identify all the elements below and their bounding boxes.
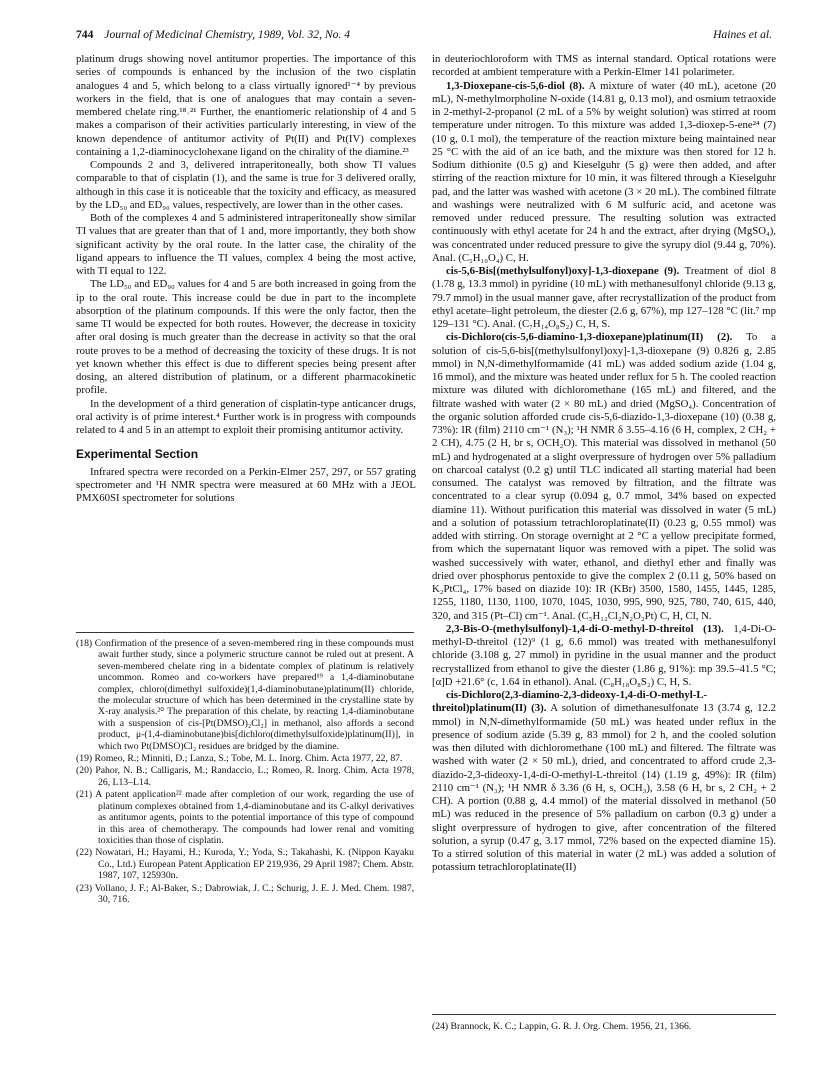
right-column <box>432 53 776 875</box>
page-number: 744 <box>76 28 94 41</box>
procedure-paragraph <box>432 80 776 266</box>
footnote: (24) Brannock, K. C.; Lappin, G. R. J. Org. Chem. 1956, 21, 1366. <box>432 1021 692 1032</box>
footnotes-left <box>76 638 414 906</box>
footnotes-right <box>432 1021 776 1033</box>
section-heading: Experimental Section <box>76 447 199 462</box>
procedure-paragraph <box>432 623 776 689</box>
compound-title: 1,3-Dioxepane-cis-5,6-diol (8). <box>446 79 585 92</box>
footnote: (19) Romeo, R.; Minniti, D.; Lanza, S.; Tobe, M. L. Inorg. Chim. Acta 1977, 22, 87. <box>76 753 403 765</box>
procedure-paragraph <box>432 265 776 331</box>
paragraph: The LD₅₀ and ED₉₀ values for 4 and 5 are both increased in going from the ip to the oral route. This increase could be due in part to the incomplete absorption of the platinum compounds. If this were the only factor, then the same TI would be expected for both routes. However, the decrease in toxicity after oral dosing is much greater than the decrease in activity so that the oral route proves to be a method of decreasing the toxicity of these drugs. It is not yet known whether this effect is due to different species being present after dosing, an altered distribution of platinum, or a different pharmacokinetic profile. <box>76 278 416 397</box>
compound-title: cis-Dichloro(2,3-diamino-2,3-dideoxy-1,4-di-O-methyl-L-threitol)platinum(II) (3). <box>432 689 708 715</box>
footnote: (20) Pahor, N. B.; Calligaris, M.; Randaccio, L.; Romeo, R. Inorg. Chim. Acta 1978, 26, L13–L14. <box>76 765 414 788</box>
procedure-text: A solution of dimethanesulfonate 13 (3.74 g, 12.2 mmol) in N,N-dimethylformamide (50 mL) was heated under reflux in the presence of sodium azide (5.39 g, 83 mmol) for 2 h, and the cooled solution was then diluted with dichloromethane (100 mL) and filtered. The filtrate was washed with water (2 × 50 mL), dried, and concentrated to afford crude 2,3-diazido-2,3-dideoxy-1,4-di-O-methyl-L-threitol (14) (1.19 g, 49%): IR (film) 2110 cm⁻¹ (N₃); ¹H NMR δ 3.36 (6 H, s, OCH₃), 3.58 (6 H, br s, 2 CH₂ + 2 CH). A portion (0.88 g, 4.4 mmol) of the material dissolved in methanol (50 mL) was reduced in the presence of 5% palladium on carbon (0.3 g) under a slight overpressure of hydrogen to give, after concentration of the filtered solution, a syrup (0.47 g, 3.17 mmol, 72% based on the expected diamine 15). To a stirred solution of this material in water (2 mL) was added a solution of potassium tetrachloroplatinate(II) <box>432 702 776 874</box>
footnote: (23) Vollano, J. F.; Al-Baker, S.; Dabrowiak, J. C.; Schurig, J. E. J. Med. Chem. 1987, 30, 716. <box>76 882 414 905</box>
compound-title: 2,3-Bis-O-(methylsulfonyl)-1,4-di-O-methyl-D-threitol (13). <box>446 622 724 635</box>
compound-title: cis-5,6-Bis[(methylsulfonyl)oxy]-1,3-dioxepane (9). <box>446 265 680 277</box>
paragraph: platinum drugs showing novel antitumor properties. The importance of this series of compounds is enhanced by the inclusion of the two cisplatin analogues 4 and 5, which belong to a class virtually ignored¹⁻⁴ by previous workers in the field, that is one of analogues that may contain a seven-membered chelate ring.¹⁸˒²¹ Further, the enantiomeric relationship of 4 and 5 makes a comparison of their activities particularly interesting, in view of the known dependence of antitumor activity of Pt(II) and Pt(IV) complexes containing a 1,2-diaminocyclohexane ligand on the chirality of the diamine.²³ <box>76 53 416 158</box>
procedure-paragraph <box>432 331 776 623</box>
compound-title: cis-Dichloro(cis-5,6-diamino-1,3-dioxepane)platinum(II) (2). <box>446 331 733 344</box>
journal-citation: Journal of Medicinal Chemistry, 1989, Vol. 32, No. 4 <box>104 28 351 41</box>
left-column <box>76 53 416 505</box>
paragraph: in deuteriochloroform with TMS as internal standard. Optical rotations were recorded at ambient temperature with a Perkin-Elmer 141 polarimeter. <box>432 53 776 79</box>
running-header <box>76 28 772 44</box>
paragraph: Compounds 2 and 3, delivered intraperitoneally, both show TI values comparable to that of cisplatin (1), and the same is true for 3 delivered orally, although in this case it is noticeable that the toxicity and efficacy, as measured by the LD₅₀ and ED₉₀ values, respectively, are lower than in the other cases. <box>76 159 416 211</box>
footnote: (21) A patent application²² made after completion of our work, regarding the use of platinum complexes obtained from 1,4-diaminobutane and its C-alkyl derivatives as antitumor agents, points to the potential importance of this type of compound in this area of chemotherapy. The compounds had lower renal and vomiting toxicities than those of cisplatin. <box>76 789 414 846</box>
paragraph: Both of the complexes 4 and 5 administered intraperitoneally show similar TI values that are greater than that of 1 and, more importantly, they both show significant activity by the oral route. In the latter case, the chirality of the ligand appears to influence the TI values, complex 4 being the most active, with TI equal to 122. <box>76 212 416 277</box>
running-authors: Haines et al. <box>713 28 772 41</box>
procedure-paragraph <box>432 689 776 875</box>
footnote-divider <box>76 632 414 633</box>
procedure-text: A mixture of water (40 mL), acetone (20 mL), N-methylmorpholine N-oxide (14.81 g, 0.13 mol), and osmium tetraoxide in 2-methyl-2-propanol (2 mL of a 5% by weight solution) was stirred at room temperature under nitrogen. To this mixture was added 1,3-dioxep-5-ene²⁴ (7) (10 g, 0.1 mol), the temperature of the reaction mixture being maintained near 25 °C with the aid of an ice bath, and the mixture was then stored for 12 h. Sodium dithionite (0.5 g) and Kieselguhr (5 g) were then added, and after stirring of the reaction mixture for 10 min, it was filtered through a Kieselguhr pad, and the latter was washed with acetone (3 × 20 mL). The combined filtrate and washings were neutralized with 6 M sulfuric acid, and acetone was removed under reduced pressure. The resulting solution was extracted continuously with ethyl acetate for 24 h and the extract, after drying (MgSO₄), was concentrated under reduced pressure to give the syrupy diol (9.44 g, 70%). Anal. (C₅H₁₀O₄) C, H. <box>432 79 776 264</box>
procedure-text: Treatment of diol 8 (1.78 g, 13.3 mmol) in pyridine (10 mL) with methanesulfonyl chloride (9.13 g, 79.7 mmol) in the usual manner gave, after recrystallization of the product from ethyl acetate–light petroleum, the diester (2.6 g, 67%), mp 127–128 °C (lit.⁷ mp 129–131 °C). Anal. (C₇H₁₄O₈S₂) C, H, S. <box>432 265 776 330</box>
paragraph: Infrared spectra were recorded on a Perkin-Elmer 257, 297, or 557 grating spectrometer and ¹H NMR spectra were measured at 60 MHz with a JEOL PMX60SI spectrometer for solutions <box>76 465 416 504</box>
procedure-text: 1,4-Di-O-methyl-D-threitol (12)⁹ (1 g, 6.6 mmol) was treated with methanesulfonyl chloride (3.108 g, 27 mmol) in pyridine in the usual manner and the product recrystallized from ethanol to give the diester (1.86 g, 91%): mp 39.5–41.5 °C; [α]D +21.6° (c, 1.64 in ethanol). Anal. (C₈H₁₈O₈S₂) C, H, S. <box>432 622 777 688</box>
footnote: (18) Confirmation of the presence of a seven-membered ring in these compounds must await further study, since a polymeric structure cannot be ruled out at present. A seven-membered chelate ring in a bidentate complex of platinum is relatively uncommon. Romeo and co-workers have prepared¹⁹ a 1,4-diaminobutane complex, chloro(dimethyl sulfoxide)(1,4-diaminobutane)platinum(II) chloride, the molecular structure of which has been determined in the crystalline state by X-ray analysis.²⁰ The preparation of this chelate, by reacting 1,4-diaminobutane with a suspension of cis-[Pt(DMSO)₂Cl₂] in methanol, also affords a second product, μ-(1,4-diaminobutane)bis[dichloro(dimethylsulfoxide)platinum(II)], in which two Pt(DMSO)Cl₂ residues are bridged by the diamine. <box>76 638 414 752</box>
paragraph: In the development of a third generation of cisplatin-type anticancer drugs, oral activity is of prime interest.⁴ Further work is in progress with compounds related to 4 and 5 in an attempt to exploit their promising antitumor activity. <box>76 397 416 436</box>
procedure-text: To a solution of cis-5,6-bis[(methylsulfonyl)oxy]-1,3-dioxepane (9) 0.826 g, 2.85 mmol) in N,N-dimethylformamide (41 mL) was added sodium azide (1.04 g, 16 mmol), and the mixture was heated under reflux for 5 h. The cooled reaction mixture was diluted with dichloromethane (165 mL) and filtered, and the filtrate washed with water (2 × 80 mL) and dried (MgSO₄). Concentration of the organic solution afforded crude cis-5,6-diazido-1,3-dioxepane (10) (0.38 g, 73%): IR (film) 2110 cm⁻¹ (N₃); ¹H NMR δ 3.55–4.16 (6 H, complex, 2 CH₂ + 2 CH), 4.75 (2 H, br s, OCH₂O). This material was dissolved in methanol (50 mL) and hydrogenated at a slight overpressure of hydrogen over 5% palladium on charcoal catalyst (0.2 g) until TLC indicated all starting material had been consumed. The catalyst was removed by filtration, and the filtrate was concentrated to a clear syrup (0.094 g, 0.7 mmol, 34% based on expected diamine 11). Without purification this material was dissolved in water (5 mL) and a solution of potassium tetrachloroplatinate(II) (0.23 g, 0.55 mmol) was added with stirring. On storage overnight at 2 °C a yellow precipitate formed, from which the supernatant liquor was removed with a pipet. The solid was washed successively with water, ethanol, and diethyl ether and finally was dried over phosphorus pentoxide to give the complex 2 (0.11 g, 50% based on K₂PtCl₄, 17% based on diazide 10): IR (KBr) 3500, 1580, 1455, 1445, 1285, 1255, 1180, 1130, 1100, 1070, 1045, 1030, 995, 990, 925, 780, 740, 615, 440, 320, and 315 (Pt–Cl) cm⁻¹. Anal. (C₅H₁₂Cl₂N₂O₂Pt) C, H, Cl, N. <box>432 331 776 622</box>
footnote: (22) Nowatari, H.; Hayami, H.; Kuroda, Y.; Yoda, S.; Takahashi, K. (Nippon Kayaku Co., Ltd.) European Patent Application EP 219,936, 29 April 1987; Chem. Abstr. 1987, 107, 125930n. <box>76 847 414 882</box>
footnote-divider <box>432 1014 776 1015</box>
